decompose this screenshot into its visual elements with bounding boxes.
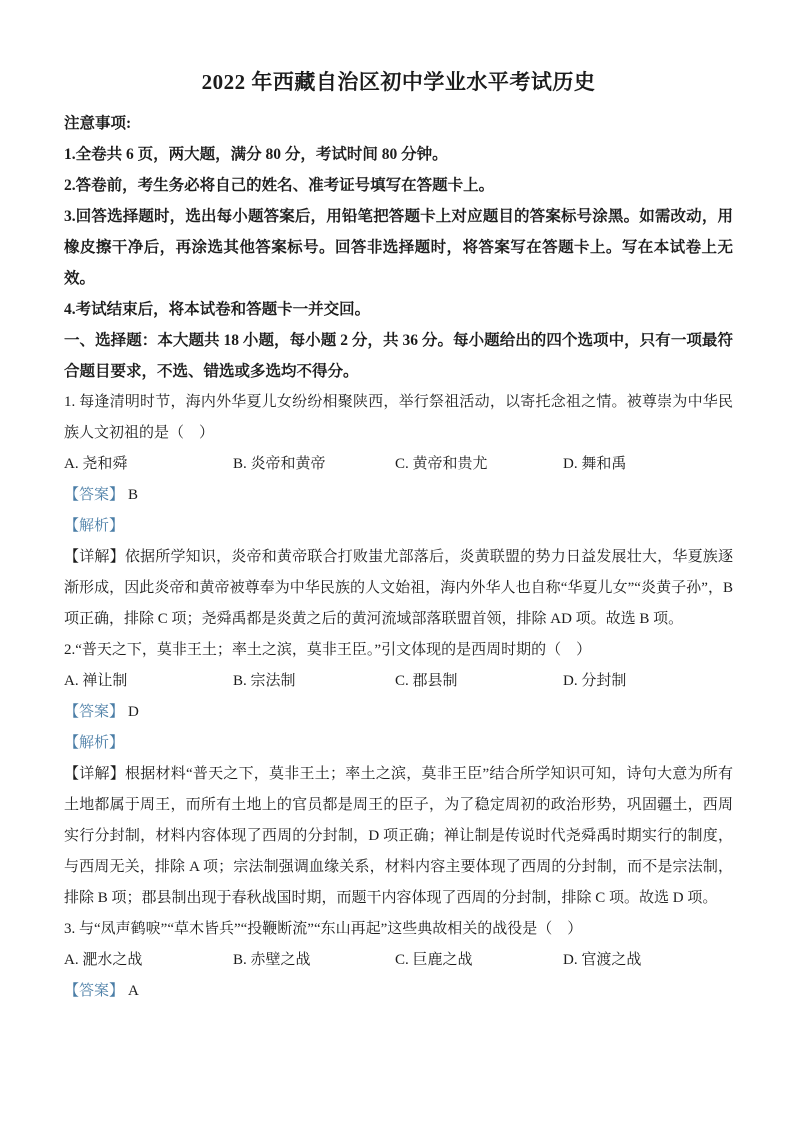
question-1-detail: 【详解】依据所学知识，炎帝和黄帝联合打败蚩尤部落后，炎黄联盟的势力日益发展壮大，华夏族逐渐形成，因此炎帝和黄帝被尊奉为中华民族的人文始祖，海内外华人也自称“华夏儿女”“炎黄子孙”，B 项正确，排除 C 项；尧舜禹都是炎黄之后的黄河流域部落联盟首领，排除 AD 项。故选 B 项。 [64, 549, 733, 627]
option-b: B. 宗法制 [233, 673, 296, 689]
option-c: C. 郡县制 [395, 673, 458, 689]
option-c: C. 巨鹿之战 [395, 952, 473, 968]
option-a: A. 尧和舜 [64, 456, 128, 472]
question-2-answer-line [64, 697, 733, 728]
notice-heading: 注意事项: [64, 115, 132, 132]
question-2-stem: 2.“普天之下，莫非王土；率土之滨，莫非王臣。”引文体现的是西周时期的（ ） [64, 642, 592, 658]
option-d: D. 舞和禹 [563, 456, 627, 472]
question-2-detail: 【详解】根据材料“普天之下，莫非王土；率土之滨，莫非王臣”结合所学知识可知，诗句大意为所有土地都属于周王，而所有土地上的官员都是周王的臣子，为了稳定周初的政治形势，巩固疆土，西周实行分封制，材料内容体现了西周的分封制，D 项正确；禅让制是传说时代尧舜禹时期实行的制度，与西周无关，排除 A 项；宗法制强调血缘关系，材料内容主要体现了西周的分封制，而不是宗法制，排除 B 项；郡县制出现于春秋战国时期，而题干内容体现了西周的分封制，排除 C 项。故选 D 项。 [64, 766, 733, 906]
answer-value: A [128, 983, 139, 999]
page-title: 2022 年西藏自治区初中学业水平考试历史 [201, 70, 596, 94]
notice-item-2: 2.答卷前，考生务必将自己的姓名、准考证号填写在答题卡上。 [64, 177, 495, 194]
answer-marker: 【答案】 [64, 983, 125, 999]
question-1-analysis-line [64, 511, 733, 542]
option-b: B. 炎帝和黄帝 [233, 456, 326, 472]
option-d: D. 官渡之战 [563, 952, 642, 968]
question-3-options [64, 945, 733, 976]
answer-value: D [128, 704, 139, 720]
answer-marker: 【答案】 [64, 487, 125, 503]
answer-marker: 【答案】 [64, 704, 125, 720]
question-1-answer-line [64, 480, 733, 511]
option-c: C. 黄帝和贵尤 [395, 456, 488, 472]
option-a: A. 淝水之战 [64, 952, 143, 968]
notice-item-1: 1.全卷共 6 页，两大题，满分 80 分，考试时间 80 分钟。 [64, 146, 448, 163]
option-b: B. 赤壁之战 [233, 952, 311, 968]
notice-item-4: 4.考试结束后，将本试卷和答题卡一并交回。 [64, 301, 371, 318]
question-3-answer-line [64, 976, 733, 1007]
question-2-analysis-line [64, 728, 733, 759]
analysis-marker: 【解析】 [64, 518, 125, 534]
section-heading: 一、选择题：本大题共 18 小题，每小题 2 分，共 36 分。每小题给出的四个选项中，只有一项最符合题目要求，不选、错选或多选均不得分。 [64, 332, 733, 380]
analysis-marker: 【解析】 [64, 735, 125, 751]
option-d: D. 分封制 [563, 673, 627, 689]
answer-value: B [128, 487, 139, 503]
question-2-options [64, 666, 733, 697]
notice-item-3: 3.回答选择题时，选出每小题答案后，用铅笔把答题卡上对应题目的答案标号涂黑。如需改动，用橡皮擦干净后，再涂选其他答案标号。回答非选择题时，将答案写在答题卡上。写在本试卷上无效。 [64, 208, 733, 287]
question-3-stem: 3. 与“凤声鹤唳”“草木皆兵”“投鞭断流”“东山再起”这些典故相关的战役是（ ） [64, 921, 583, 937]
question-1-stem: 1. 每逢清明时节，海内外华夏儿女纷纷相聚陕西，举行祭祖活动，以寄托念祖之情。被尊崇为中华民族人文初祖的是（ ） [64, 394, 733, 441]
option-a: A. 禅让制 [64, 673, 128, 689]
question-1-options [64, 449, 733, 480]
